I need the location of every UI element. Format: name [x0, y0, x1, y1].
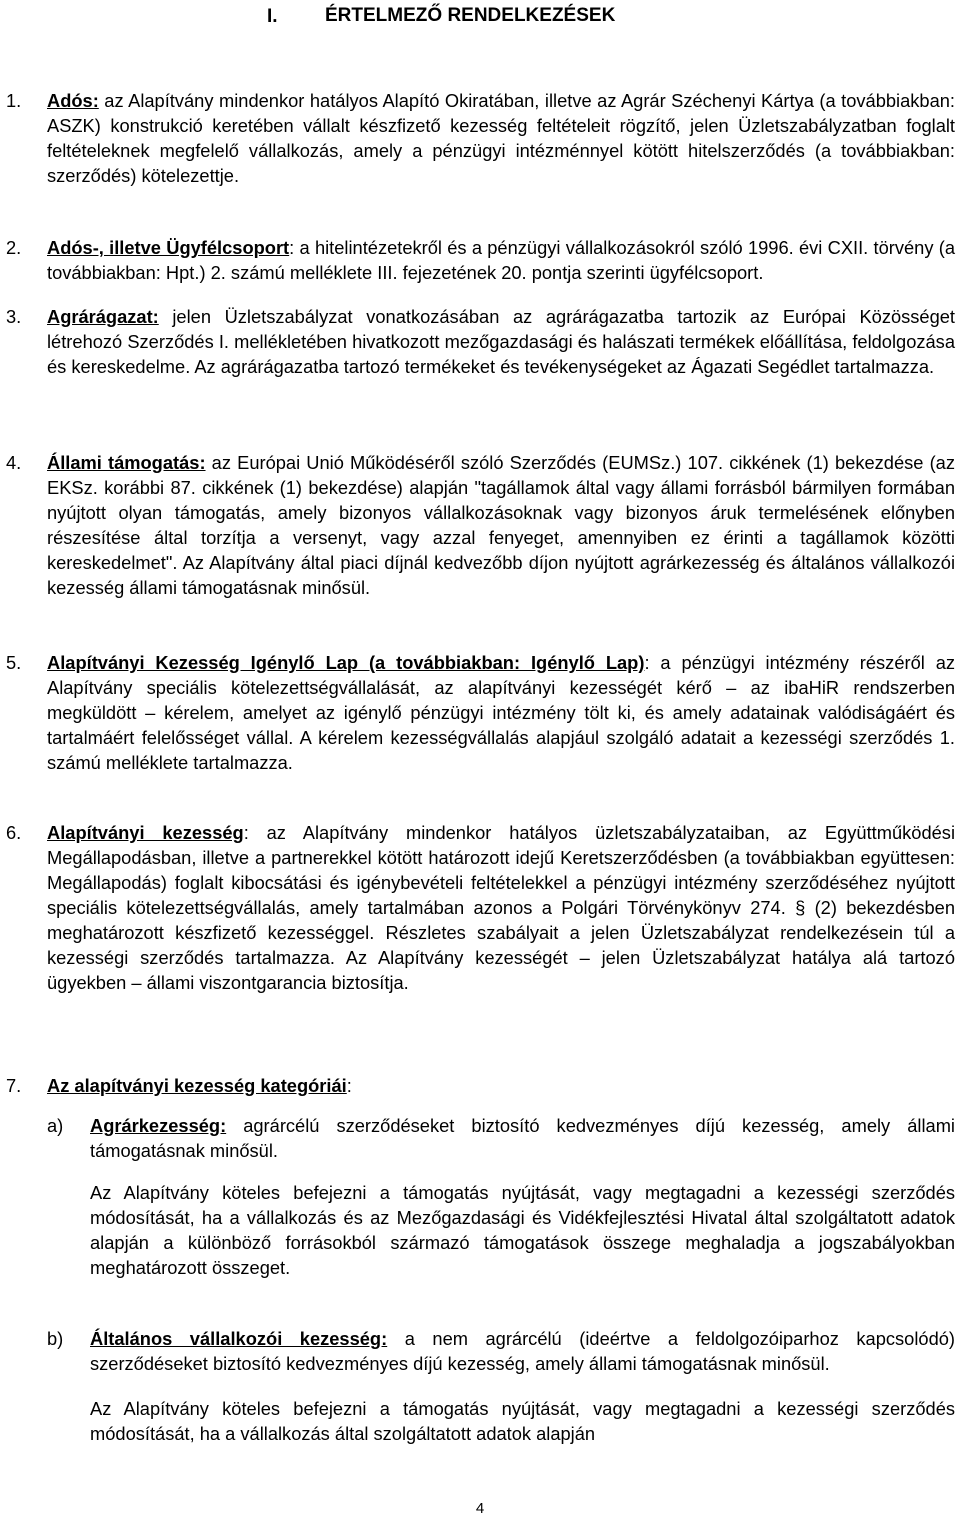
subitem-body	[90, 1113, 955, 1163]
item-number: 2.	[6, 237, 22, 258]
item-text: jelen Üzletszabályzat vonatkozásában az agrárágazatba tartozik az Európai Közösséget létrehozó Szerződés I. mellékletében hivatkozott mezőgazdasági és halászati termékek előállítása, feldolgozása és kereskedelme. Az agrárágazatba tartozó termékeket és tevékenységeket az Ágazati Segédlet tartalmazza.	[47, 306, 955, 377]
subitem-paragraph-text: Az Alapítvány köteles befejezni a támogatás nyújtását, vagy megtagadni a kezességi szerződés módosítását, ha a vállalkozás által szolgáltatott adatok alapján	[90, 1398, 955, 1444]
item-number: 7.	[6, 1075, 22, 1096]
section-title: ÉRTELMEZŐ RENDELKEZÉSEK	[325, 5, 616, 26]
item-body	[47, 235, 955, 285]
item-body	[47, 304, 955, 379]
item-number: 5.	[6, 652, 22, 673]
subitem-paragraph-text: Az Alapítvány köteles befejezni a támogatás nyújtását, vagy megtagadni a kezességi szerződés módosítását, ha a vállalkozás és az Mezőgazdasági és Vidékfejlesztési Hivatal által szolgáltatott adatok alapján a különböző forrásokból származó támogatások összege meghaladja a jogszabályokban meghatározott összeget.	[90, 1182, 955, 1278]
item-number: 4.	[6, 452, 22, 473]
subitem-text: agrárcélú szerződéseket biztosító kedvezményes díjú kezesség, amely állami támogatásnak minősül.	[90, 1115, 955, 1161]
subitem-body	[90, 1326, 955, 1376]
item-number: 3.	[6, 306, 22, 327]
item-term: Az alapítványi kezesség kategóriái	[47, 1075, 347, 1096]
item-term: Alapítványi kezesség	[47, 822, 244, 843]
item-body	[47, 1073, 955, 1098]
item-text: : a hitelintézetekről és a pénzügyi vállalkozásokról szóló 1996. évi CXII. törvény (a továbbiakban: Hpt.) 2. számú melléklete III. fejezetének 20. pontja szerinti ügyfélcsoport.	[47, 237, 956, 283]
subitem-term: Agrárkezesség:	[90, 1115, 227, 1136]
item-term: Alapítványi Kezesség Igénylő Lap (a továbbiakban: Igénylő Lap)	[47, 652, 645, 673]
item-text: : az Alapítvány mindenkor hatályos üzletszabályzataiban, az Együttműködési Megállapodásban, illetve a partnerekkel kötött határozott idejű Keretszerződésben (a továbbiakban együttesen: Megállapodás) foglalt kibocsátási és igénybevételi feltételekkel a pénzügyi intézmény szerződéséhez nyújtott speciális kötelezettségvállalás, amely tartalmában azonos a Polgári Törvénykönyv 274. § (2) bekezdésben meghatározott készfizető kezességgel. Részletes szabályait a jelen Üzletszabályzat rendelkezésein túl a kezességi szerződés tartalmazza. Az Alapítvány kezességét – jelen Üzletszabályzat hatálya alá tartozó ügyekben – állami viszontgarancia biztosítja.	[47, 822, 955, 993]
subitem-text: a nem agrárcélú (ideértve a feldolgozóiparhoz kapcsolódó) szerződéseket biztosító kedvezményes díjú kezesség, amely állami támogatásnak minősül.	[90, 1328, 955, 1374]
subitem-letter: b)	[47, 1328, 64, 1349]
item-term: Adós:	[47, 90, 99, 111]
item-body	[47, 450, 955, 600]
item-body	[47, 650, 955, 775]
item-term: Adós-, illetve Ügyfélcsoport	[47, 237, 290, 258]
item-text: az Alapítvány mindenkor hatályos Alapító Okiratában, illetve az Agrár Széchenyi Kártya (a továbbiakban: ASZK) konstrukció keretében vállalt készfizető kezesség feltételeit rögzítő, jelen Üzletszabályzatban foglalt feltételeknek megfelelő vállalkozás, amely a pénzügyi intézménnyel kötött hitelszerződés (a továbbiakban: szerződés) kötelezettje.	[47, 90, 955, 186]
item-text: az Európai Unió Működéséről szóló Szerződés (EUMSz.) 107. cikkének (1) bekezdése (az EKSz. korábbi 87. cikkének (1) bekezdése) alapján "tagállamok által vagy állami forrásból bármilyen formában nyújtott olyan támogatás, amely bizonyos vállalkozásoknak vagy bizonyos áruk termelésének előnyben részesítése által torzítja a versenyt, vagy azzal fenyeget, amennyiben ez érinti a tagállamok közötti kereskedelmet". Az Alapítvány által piaci díjnál kedvezőbb díjon nyújtott agrárkezesség és általános vállalkozói kezesség állami támogatásnak minősül.	[47, 452, 955, 598]
item-body	[47, 88, 955, 188]
subitem-letter: a)	[47, 1115, 64, 1136]
item-term: Állami támogatás:	[47, 452, 206, 473]
item-number: 1.	[6, 90, 22, 111]
item-text: : a pénzügyi intézmény részéről az Alapítvány speciális kötelezettségvállalását, az alapítványi kezességét kérő – az ibaHiR rendszerben megküldött – kérelem, amelyet az igénylő pénzügyi intézmény tölt ki, és amely adatainak valódiságáért és tartalmáért felelősséget vállal. A kérelem kezességvállalás alapjául szolgáló adatait a kezességi szerződés 1. számú melléklete tartalmazza.	[47, 652, 956, 773]
subitem-term: Általános vállalkozói kezesség:	[90, 1328, 388, 1349]
item-number: 6.	[6, 822, 22, 843]
section-number: I.	[267, 6, 278, 27]
item-text: :	[346, 1075, 352, 1096]
item-body	[47, 820, 955, 995]
page-number: 4	[475, 1500, 485, 1517]
item-term: Agrárágazat:	[47, 306, 159, 327]
